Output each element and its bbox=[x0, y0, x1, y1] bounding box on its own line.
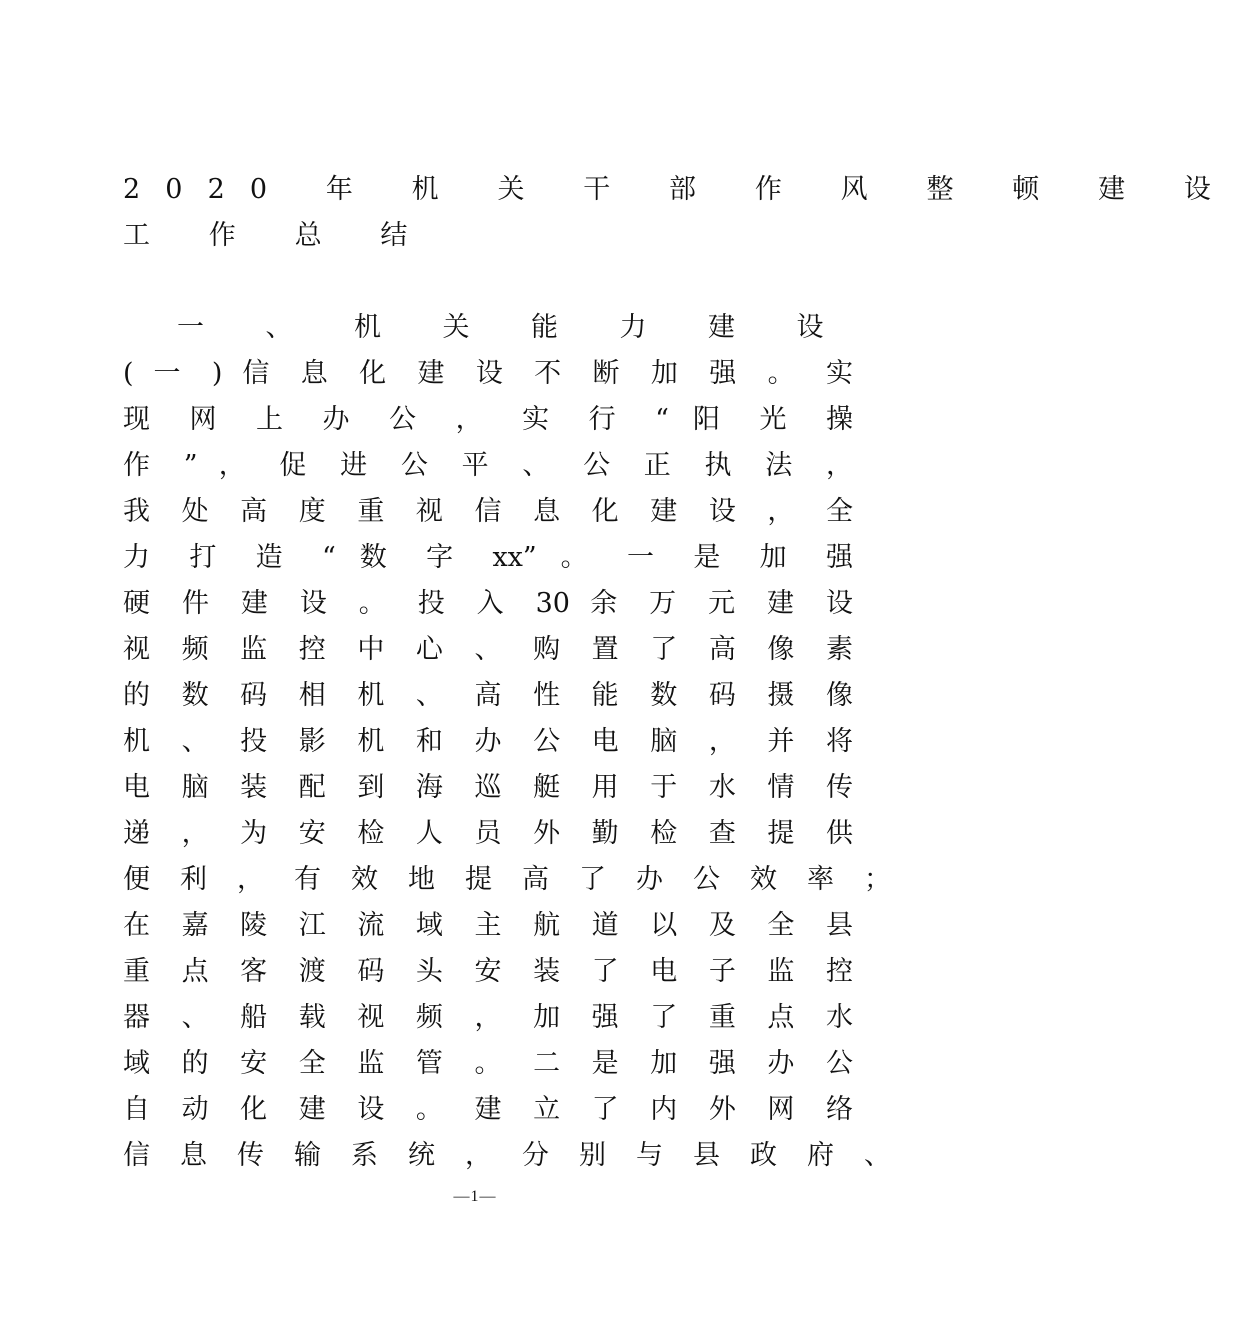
body-line-13: 在 嘉 陵 江 流 域 主 航 道 以 及 全 县 bbox=[123, 910, 853, 941]
body-line-7: 视 频 监 控 中 心 、 购 置 了 高 像 素 bbox=[123, 634, 853, 665]
page-number: —1— bbox=[453, 1188, 497, 1205]
body-line-3: 作 ” ， 促 进 公 平 、 公 正 执 法 ， bbox=[123, 450, 853, 481]
document-title-line-1: 2020 年 机 关 干 部 作 风 整 顿 建 设 bbox=[123, 174, 1236, 205]
body-line-15: 器 、 船 载 视 频 ， 加 强 了 重 点 水 bbox=[123, 1002, 853, 1033]
body-line-16: 域 的 安 全 监 管 。 二 是 加 强 办 公 bbox=[123, 1048, 853, 1079]
body-line-8: 的 数 码 相 机 、 高 性 能 数 码 摄 像 bbox=[123, 680, 853, 711]
body-line-1: ( 一 ) 信 息 化 建 设 不 断 加 强 。 实 bbox=[123, 358, 853, 389]
document-title-line-2: 工 作 总 结 bbox=[123, 220, 433, 251]
body-line-2: 现 网 上 办 公 ， 实 行 “ 阳 光 操 bbox=[123, 404, 853, 435]
body-line-10: 电 脑 装 配 到 海 巡 艇 用 于 水 情 传 bbox=[123, 772, 853, 803]
section-heading: 一 、 机 关 能 力 建 设 bbox=[177, 312, 850, 343]
body-line-6: 硬 件 建 设 。 投 入 30 余 万 元 建 设 bbox=[123, 588, 853, 619]
body-line-4: 我 处 高 度 重 视 信 息 化 建 设 ， 全 bbox=[123, 496, 853, 527]
body-line-12: 便 利 ， 有 效 地 提 高 了 办 公 效 率 ； bbox=[123, 864, 891, 895]
body-line-17: 自 动 化 建 设 。 建 立 了 内 外 网 络 bbox=[123, 1094, 853, 1125]
body-line-9: 机 、 投 影 机 和 办 公 电 脑 ， 并 将 bbox=[123, 726, 853, 757]
body-line-5: 力 打 造 “ 数 字 xx” 。 一 是 加 强 bbox=[123, 542, 853, 573]
body-line-14: 重 点 客 渡 码 头 安 装 了 电 子 监 控 bbox=[123, 956, 853, 987]
body-line-11: 递 ， 为 安 检 人 员 外 勤 检 查 提 供 bbox=[123, 818, 853, 849]
body-line-18: 信 息 传 输 系 统 ， 分 别 与 县 政 府 、 bbox=[123, 1140, 891, 1171]
